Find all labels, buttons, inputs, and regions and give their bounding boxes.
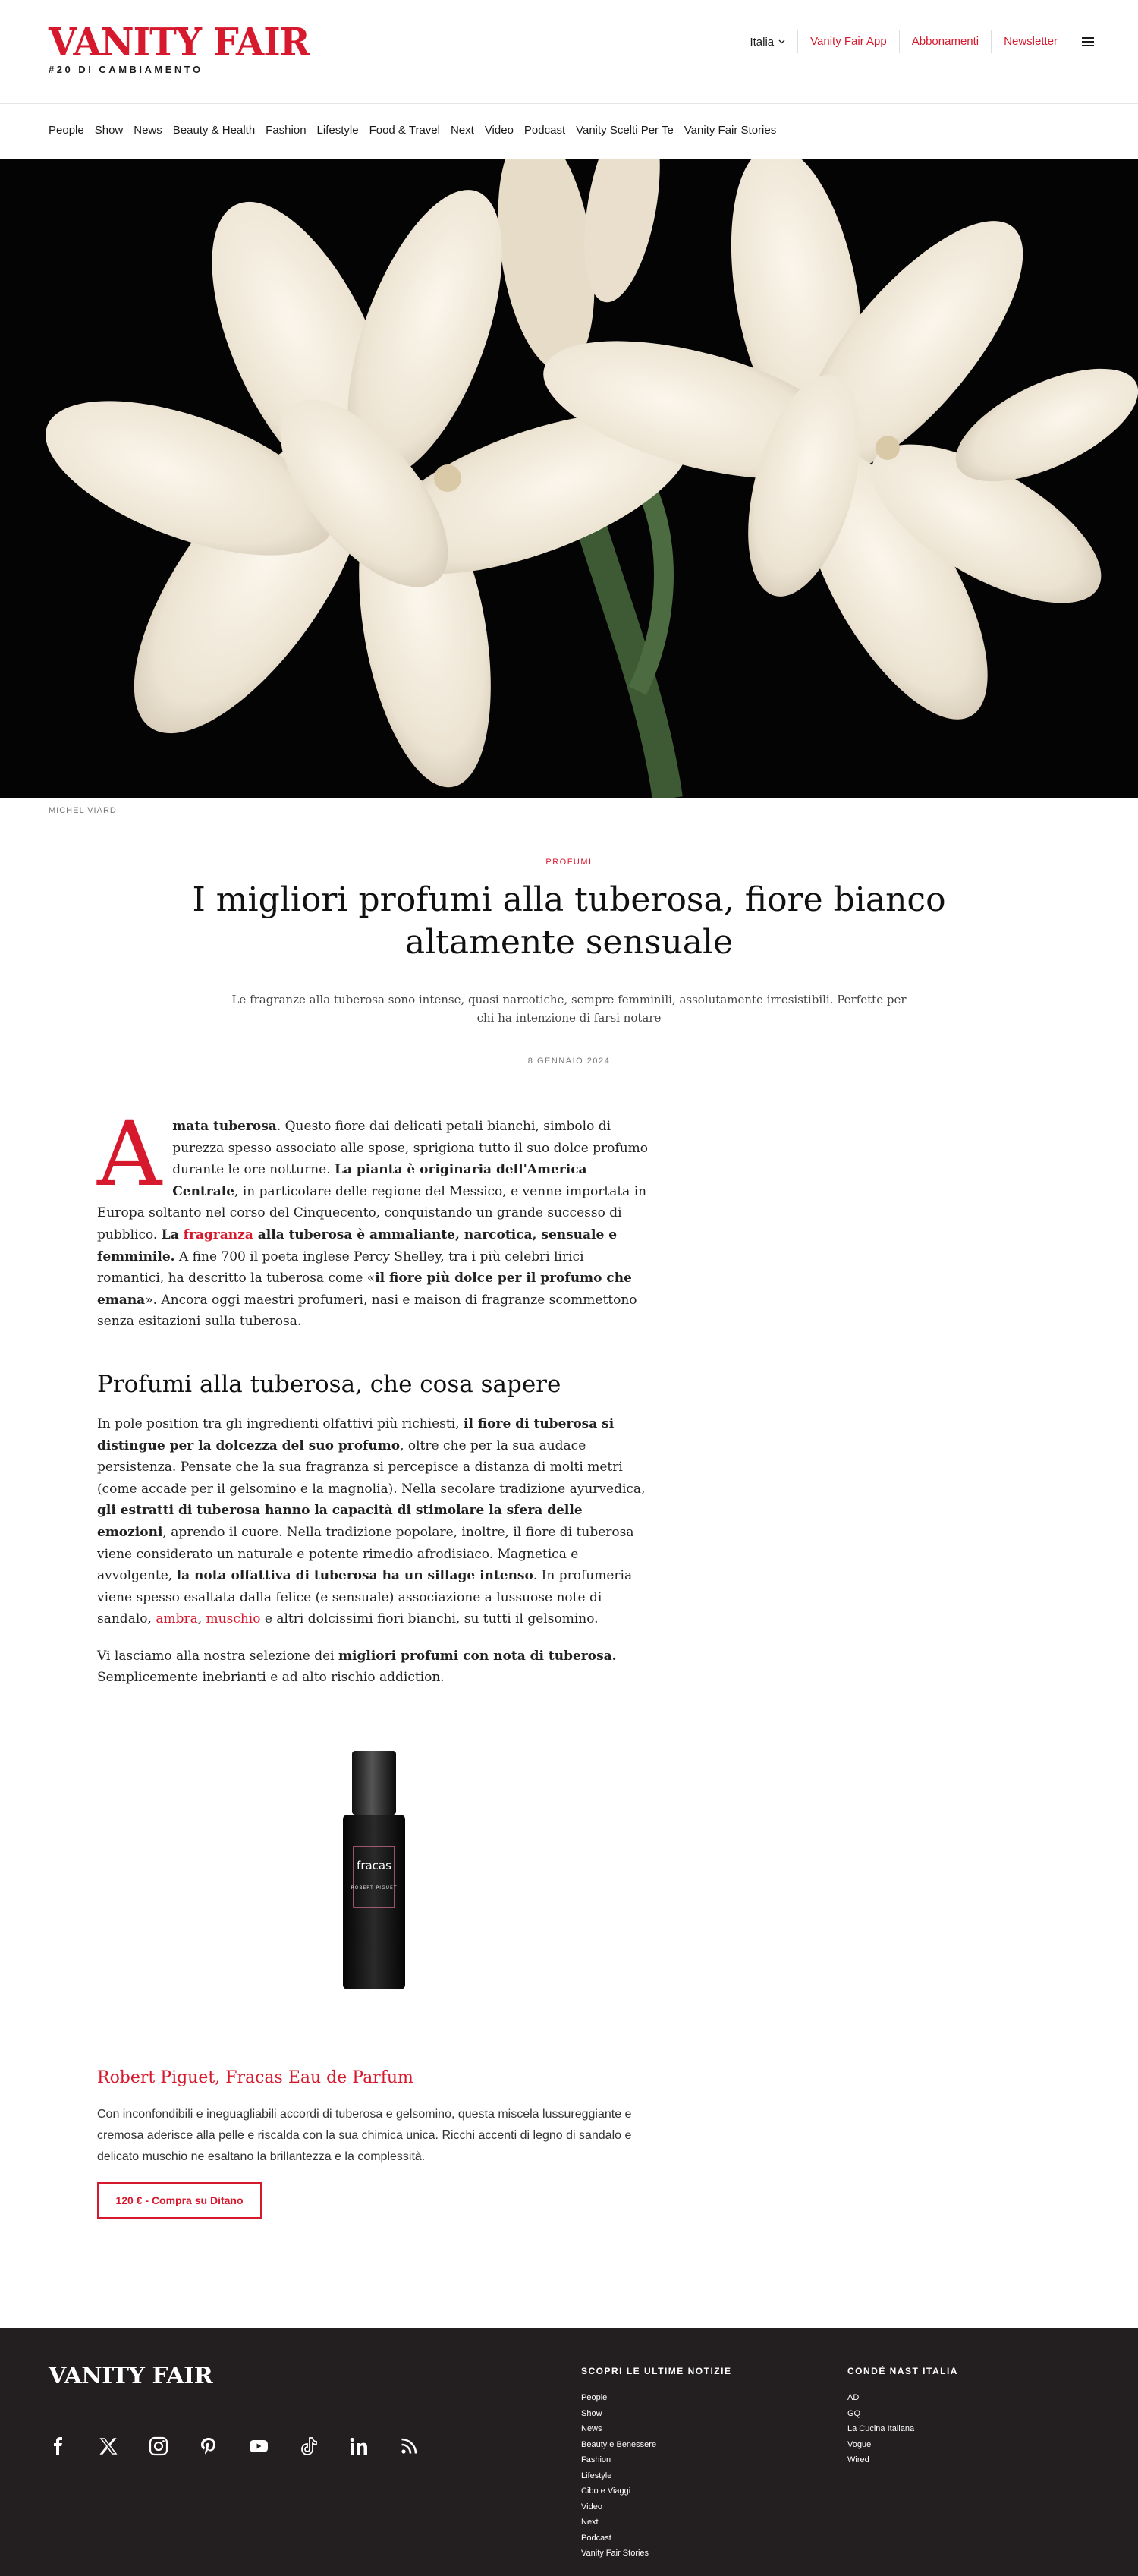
footer-link[interactable]: Podcast: [581, 2533, 611, 2543]
nav-item-lifestyle[interactable]: Lifestyle: [316, 124, 359, 137]
text-segment: migliori profumi con nota di tuberosa.: [338, 1648, 617, 1664]
intro-paragraph-text: [97, 1101, 648, 1330]
product-description: Con inconfondibili e ineguagliabili accordi di tuberosa e gelsomino, questa miscela lussureggiante e cremosa aderisce alla pelle e riscalda con la sua chimica unica. Ricchi accenti di legno di sandalo e delicato muschio ne esaltano la brillantezza e la complessità.: [97, 2108, 632, 2163]
footer-link[interactable]: Lifestyle: [581, 2471, 612, 2480]
site-footer: [0, 2328, 1138, 2576]
publish-date: 8 GENNAIO 2024: [527, 1057, 611, 1066]
nav-item-beauty-health[interactable]: Beauty & Health: [172, 124, 256, 137]
inline-link[interactable]: fragranza: [183, 1227, 253, 1242]
nav-item-people[interactable]: People: [49, 124, 84, 137]
footer-link[interactable]: AD: [847, 2393, 860, 2402]
text-segment: ». Ancora oggi maestri profumeri, nasi e maison di fragranze scommettono senza esitazioni sulla tuberosa.: [97, 1292, 637, 1330]
footer-link[interactable]: Beauty e Benessere: [581, 2439, 657, 2449]
inline-link[interactable]: ambra: [156, 1611, 198, 1627]
text-segment: La: [161, 1227, 184, 1242]
footer-link[interactable]: News: [581, 2424, 602, 2433]
text-segment: alla tuberosa è ammaliante, narcotica, sensuale e femminile.: [97, 1227, 618, 1264]
photo-credit: MICHEL VIARD: [49, 806, 117, 815]
footer-logo[interactable]: VANITY FAIR: [49, 2363, 213, 2389]
nav-item-show[interactable]: Show: [94, 124, 124, 137]
site-header: [0, 0, 1138, 104]
country-label: Italia: [750, 35, 775, 49]
linkedin-icon[interactable]: [349, 2436, 369, 2456]
text-segment: il fiore di tuberosa si distingue per la dolcezza del suo profumo: [97, 1416, 615, 1453]
nav-item-fashion[interactable]: Fashion: [266, 124, 307, 137]
text-segment: e altri dolcissimi fiori bianchi, su tutti il gelsomino.: [260, 1611, 599, 1627]
footer-link[interactable]: Cibo e Viaggi: [581, 2486, 631, 2496]
app-link[interactable]: Vanity Fair App: [797, 30, 899, 53]
product-image[interactable]: [332, 1749, 416, 1992]
text-segment: ,: [197, 1611, 206, 1627]
article-body: [97, 1101, 655, 1704]
text-segment: , oltre che per la sua audace persistenza. Pensate che la sua fragranza si percepisce a distanza di molti metri (come accade per il gelsomino e la magnolia). Nella secolare tradizione ayurvedica,: [97, 1438, 646, 1497]
intro-paragraph: [97, 1101, 655, 1333]
bottle-label: fracas: [357, 1859, 391, 1872]
logo-tagline: #20 DI CAMBIAMENTO: [49, 64, 203, 75]
text-segment: Vi lasciamo alla nostra selezione dei: [97, 1648, 339, 1664]
section-subhead: Profumi alla tuberosa, che cosa sapere: [97, 1370, 561, 1398]
text-segment: . Questo fiore dai delicati petali bianchi, simbolo di purezza spesso associato alle spose, sprigiona tutto il suo dolce profumo durante le ore notturne.: [172, 1119, 648, 1178]
text-segment: In pole position tra gli ingredienti olfattivi più richiesti,: [97, 1416, 464, 1431]
section-tag[interactable]: PROFUMI: [545, 858, 593, 867]
tuberose-flowers-image: [0, 159, 1138, 798]
facebook-icon[interactable]: [49, 2436, 68, 2456]
subscriptions-link[interactable]: Abbonamenti: [899, 30, 991, 53]
social-links: [49, 2436, 419, 2456]
footer-link[interactable]: Vanity Fair Stories: [581, 2549, 649, 2558]
product-title[interactable]: Robert Piguet, Fracas Eau de Parfum: [97, 2068, 413, 2087]
footer-column-news: [581, 2366, 731, 2562]
article-title: I migliori profumi alla tuberosa, fiore bianco altamente sensuale: [192, 880, 946, 962]
text-segment: il fiore più dolce per il profumo che emana: [97, 1271, 632, 1308]
body-paragraph: [97, 1413, 655, 1630]
bottle-sub-label: ROBERT PIGUET: [351, 1885, 398, 1891]
footer-link[interactable]: Wired: [847, 2455, 869, 2464]
nav-item-podcast[interactable]: Podcast: [523, 124, 566, 137]
nav-item-stories[interactable]: Vanity Fair Stories: [684, 124, 777, 137]
header-utility-nav: [750, 30, 1094, 53]
footer-link[interactable]: Next: [581, 2518, 599, 2527]
footer-link[interactable]: Video: [581, 2502, 602, 2511]
text-segment: La pianta è originaria dell'America Centrale: [172, 1162, 587, 1199]
text-segment: Semplicemente inebrianti e ad alto rischio addiction.: [97, 1670, 445, 1686]
text-segment: gli estratti di tuberosa hanno la capacità di stimolare la sfera delle emozioni: [97, 1503, 583, 1540]
article-dek: Le fragranze alla tuberosa sono intense, quasi narcotiche, sempre femminili, assolutamente irresistibili. Perfette per chi ha intenzione di farsi notare: [231, 993, 907, 1025]
footer-link[interactable]: Fashion: [581, 2455, 611, 2464]
logo-wordmark: VANITY FAIR: [49, 20, 310, 65]
text-segment: , in particolare delle regione del Messico, e venne importata in Europa soltanto nel corso del Cinquecento, conquistando un grande successo di pubblico.: [97, 1183, 647, 1242]
footer-link[interactable]: GQ: [847, 2408, 861, 2418]
body-paragraph: [97, 1645, 655, 1689]
text-segment: la nota olfattiva di tuberosa ha un sillage intenso: [176, 1568, 533, 1584]
youtube-icon[interactable]: [249, 2436, 269, 2456]
pinterest-icon[interactable]: [199, 2436, 218, 2456]
nav-item-video[interactable]: Video: [484, 124, 514, 137]
perfume-bottle-image: [332, 1749, 416, 1992]
nav-item-food-travel[interactable]: Food & Travel: [369, 124, 440, 137]
text-segment: A fine 700 il poeta inglese Percy Shelley, tra i più celebri lirici romantici, ha descritto la tuberosa come «: [97, 1249, 584, 1286]
site-logo[interactable]: [49, 20, 310, 75]
text-segment: mata tuberosa: [172, 1119, 277, 1134]
footer-link[interactable]: Vogue: [847, 2439, 872, 2449]
chevron-down-icon: [778, 39, 785, 44]
footer-link[interactable]: Show: [581, 2408, 602, 2418]
tiktok-icon[interactable]: [299, 2436, 319, 2456]
hero-image: [0, 159, 1138, 798]
footer-column-title: CONDÉ NAST ITALIA: [847, 2366, 958, 2376]
menu-icon[interactable]: [1082, 37, 1094, 46]
inline-link[interactable]: muschio: [206, 1611, 261, 1627]
country-selector[interactable]: [750, 36, 797, 49]
footer-link[interactable]: People: [581, 2393, 608, 2402]
instagram-icon[interactable]: [149, 2436, 168, 2456]
text-segment: . In profumeria viene spesso esaltata dalla felice (e sensuale) associazione a lussuose note di sandalo,: [97, 1568, 633, 1627]
footer-column-conde-nast: [847, 2366, 958, 2468]
nav-item-scelti-per-te[interactable]: Vanity Scelti Per Te: [576, 124, 674, 137]
buy-button[interactable]: 120 € - Compra su Ditano: [97, 2182, 262, 2219]
text-segment: , aprendo il cuore. Nella tradizione popolare, inoltre, il fiore di tuberosa viene considerato un naturale e potente rimedio afrodisiaco. Magnetica e avvolgente,: [97, 1524, 634, 1584]
rss-icon[interactable]: [399, 2436, 419, 2456]
drop-cap: A: [97, 1101, 162, 1206]
nav-item-next[interactable]: Next: [450, 124, 474, 137]
newsletter-link[interactable]: Newsletter: [991, 30, 1070, 53]
footer-column-title: SCOPRI LE ULTIME NOTIZIE: [581, 2366, 732, 2376]
nav-item-news[interactable]: News: [134, 124, 162, 137]
main-nav: [49, 124, 776, 137]
footer-link[interactable]: La Cucina Italiana: [847, 2424, 915, 2433]
x-icon[interactable]: [99, 2436, 118, 2456]
